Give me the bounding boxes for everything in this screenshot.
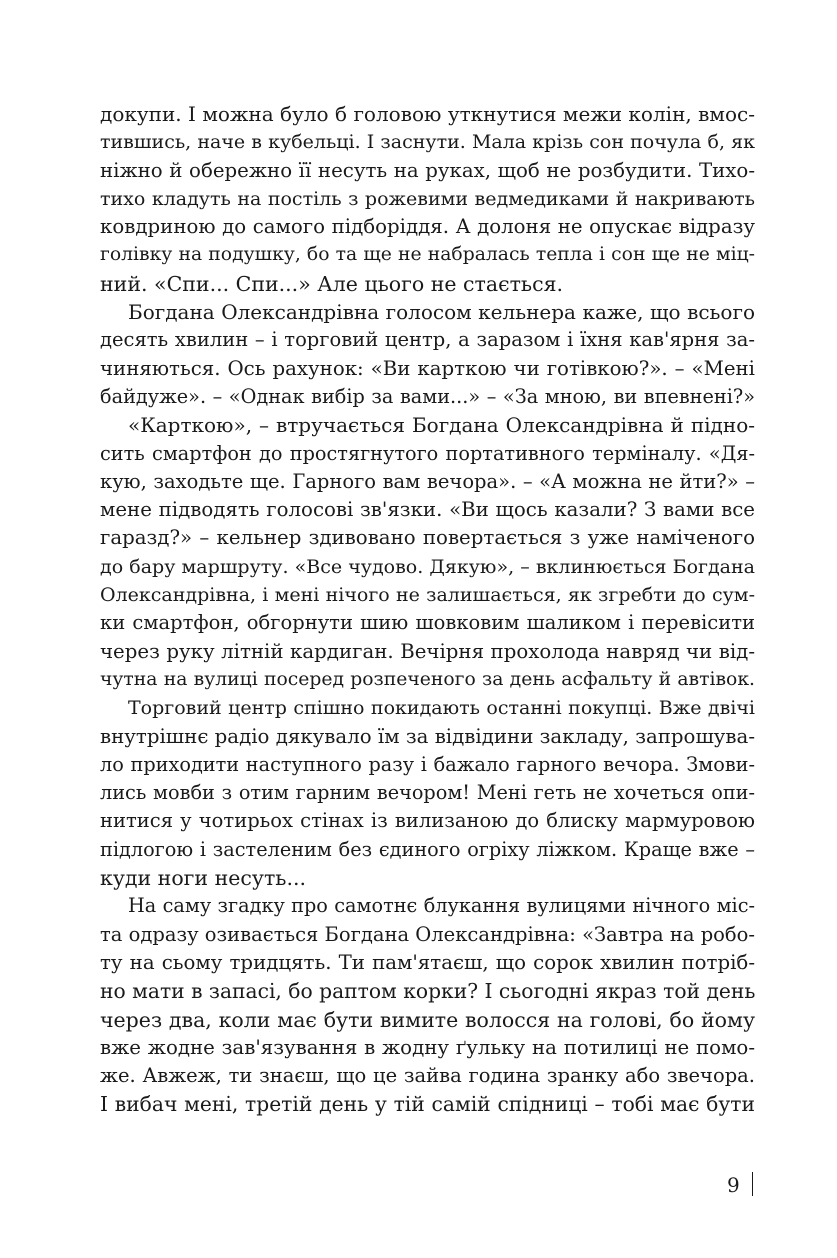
text-line: мене підводять голосові зв'язки. «Ви щось казали? З вами все <box>100 498 755 522</box>
text-line: же. Авжеж, ти знаєш, що це зайва година зранку або звечора. <box>100 1064 755 1088</box>
text-line: тившись, наче в кубельці. І заснути. Мала крізь сон почула б, як <box>100 131 755 154</box>
page-number-rule <box>752 1172 753 1196</box>
text-line: І вибач мені, третій день у тій самій спідниці – тобі має бути <box>100 1092 755 1117</box>
text-line: докупи. І можна було б головою уткнутися межи колін, вмос- <box>100 102 755 126</box>
text-line: Торговий центр спішно покидають останні покупці. Вже двічі <box>128 697 755 720</box>
text-line: сить смартфон до простягнутого портативного терміналу. «Дя- <box>100 441 755 465</box>
text-line: ніжно й обережно її несуть на руках, щоб не розбудити. Тихо- <box>100 158 755 182</box>
text-line: гаразд?» – кельнер здивовано повертається з уже наміченого <box>100 526 755 550</box>
text-line: ту на сьому тридцять. Ти пам'ятаєш, що сорок хвилин потріб- <box>100 950 755 974</box>
text-line: байдуже». – «Однак вибір за вами...» – «За мною, ви впевнені?» <box>100 384 755 408</box>
page-number: 9 <box>727 1173 740 1197</box>
text-line: десять хвилин – і торговий центр, а заразом і їхня кав'ярня за- <box>100 328 755 352</box>
text-line: тихо кладуть на постіль з рожевими ведмедиками й накривають <box>100 187 755 210</box>
text-line: ний. «Спи... Спи...» Але цього не стається. <box>100 271 564 296</box>
text-line: Олександрівна, і мені нічого не залишається, як згребти до сум- <box>100 584 755 607</box>
text-line: чутна на вулиці посеред розпеченого за день асфальту й автівок. <box>100 668 755 690</box>
text-line: голівку на подушку, бо та ще не набралась тепла і сон ще не міц- <box>100 244 755 266</box>
text-line: ки смартфон, обгорнути шию шовковим шаликом і перевісити <box>100 611 755 635</box>
text-line: через два, коли має бути вимите волосся на голові, бо йому <box>100 1007 755 1032</box>
text-line: куди ноги несуть... <box>100 866 306 891</box>
text-line: Богдана Олександрівна голосом кельнера каже, що всього <box>128 300 755 325</box>
text-line: вже жодне зав'язування в жодну ґульку на потилиці не помо- <box>100 1035 755 1059</box>
text-line: через руку літній кардиган. Вечірня прохолода навряд чи від- <box>100 639 755 663</box>
text-line: но мати в запасі, бо раптом корки? І сьогодні якраз той день <box>100 979 756 1004</box>
text-line: лись мовби з отим гарним вечором! Мені геть не хочеться опи- <box>100 781 755 805</box>
text-line: чиняються. Ось рахунок: «Ви карткою чи готівкою?». – «Мені <box>100 356 755 380</box>
body-text <box>100 100 755 1119</box>
text-line: ковдриною до самого підборіддя. А долоня не опускає відразу <box>100 215 755 239</box>
text-line: «Карткою», – втручається Богдана Олександрівна й підно- <box>128 413 755 438</box>
text-line: нитися у чотирьох стінах із вилизаною до блиску мармуровою <box>100 809 755 833</box>
text-line: та одразу озивається Богдана Олександрівна: «Завтра на робо- <box>100 922 755 946</box>
text-line: ло приходити наступного разу і бажало гарного вечора. Змови- <box>100 752 755 776</box>
text-line: підлогою і застеленим без єдиного огріху ліжком. Краще вже – <box>100 837 755 861</box>
text-line: внутрішнє радіо дякувало їм за відвідини закладу, запрошува- <box>100 724 755 748</box>
text-line: кую, заходьте ще. Гарного вам вечора». – «А можна не йти?» – <box>100 469 755 493</box>
text-line: На саму згадку про самотнє блукання вулицями нічного міс- <box>128 894 755 918</box>
text-line: до бару маршруту. «Все чудово. Дякую», – вклинюється Богдана <box>100 555 755 578</box>
